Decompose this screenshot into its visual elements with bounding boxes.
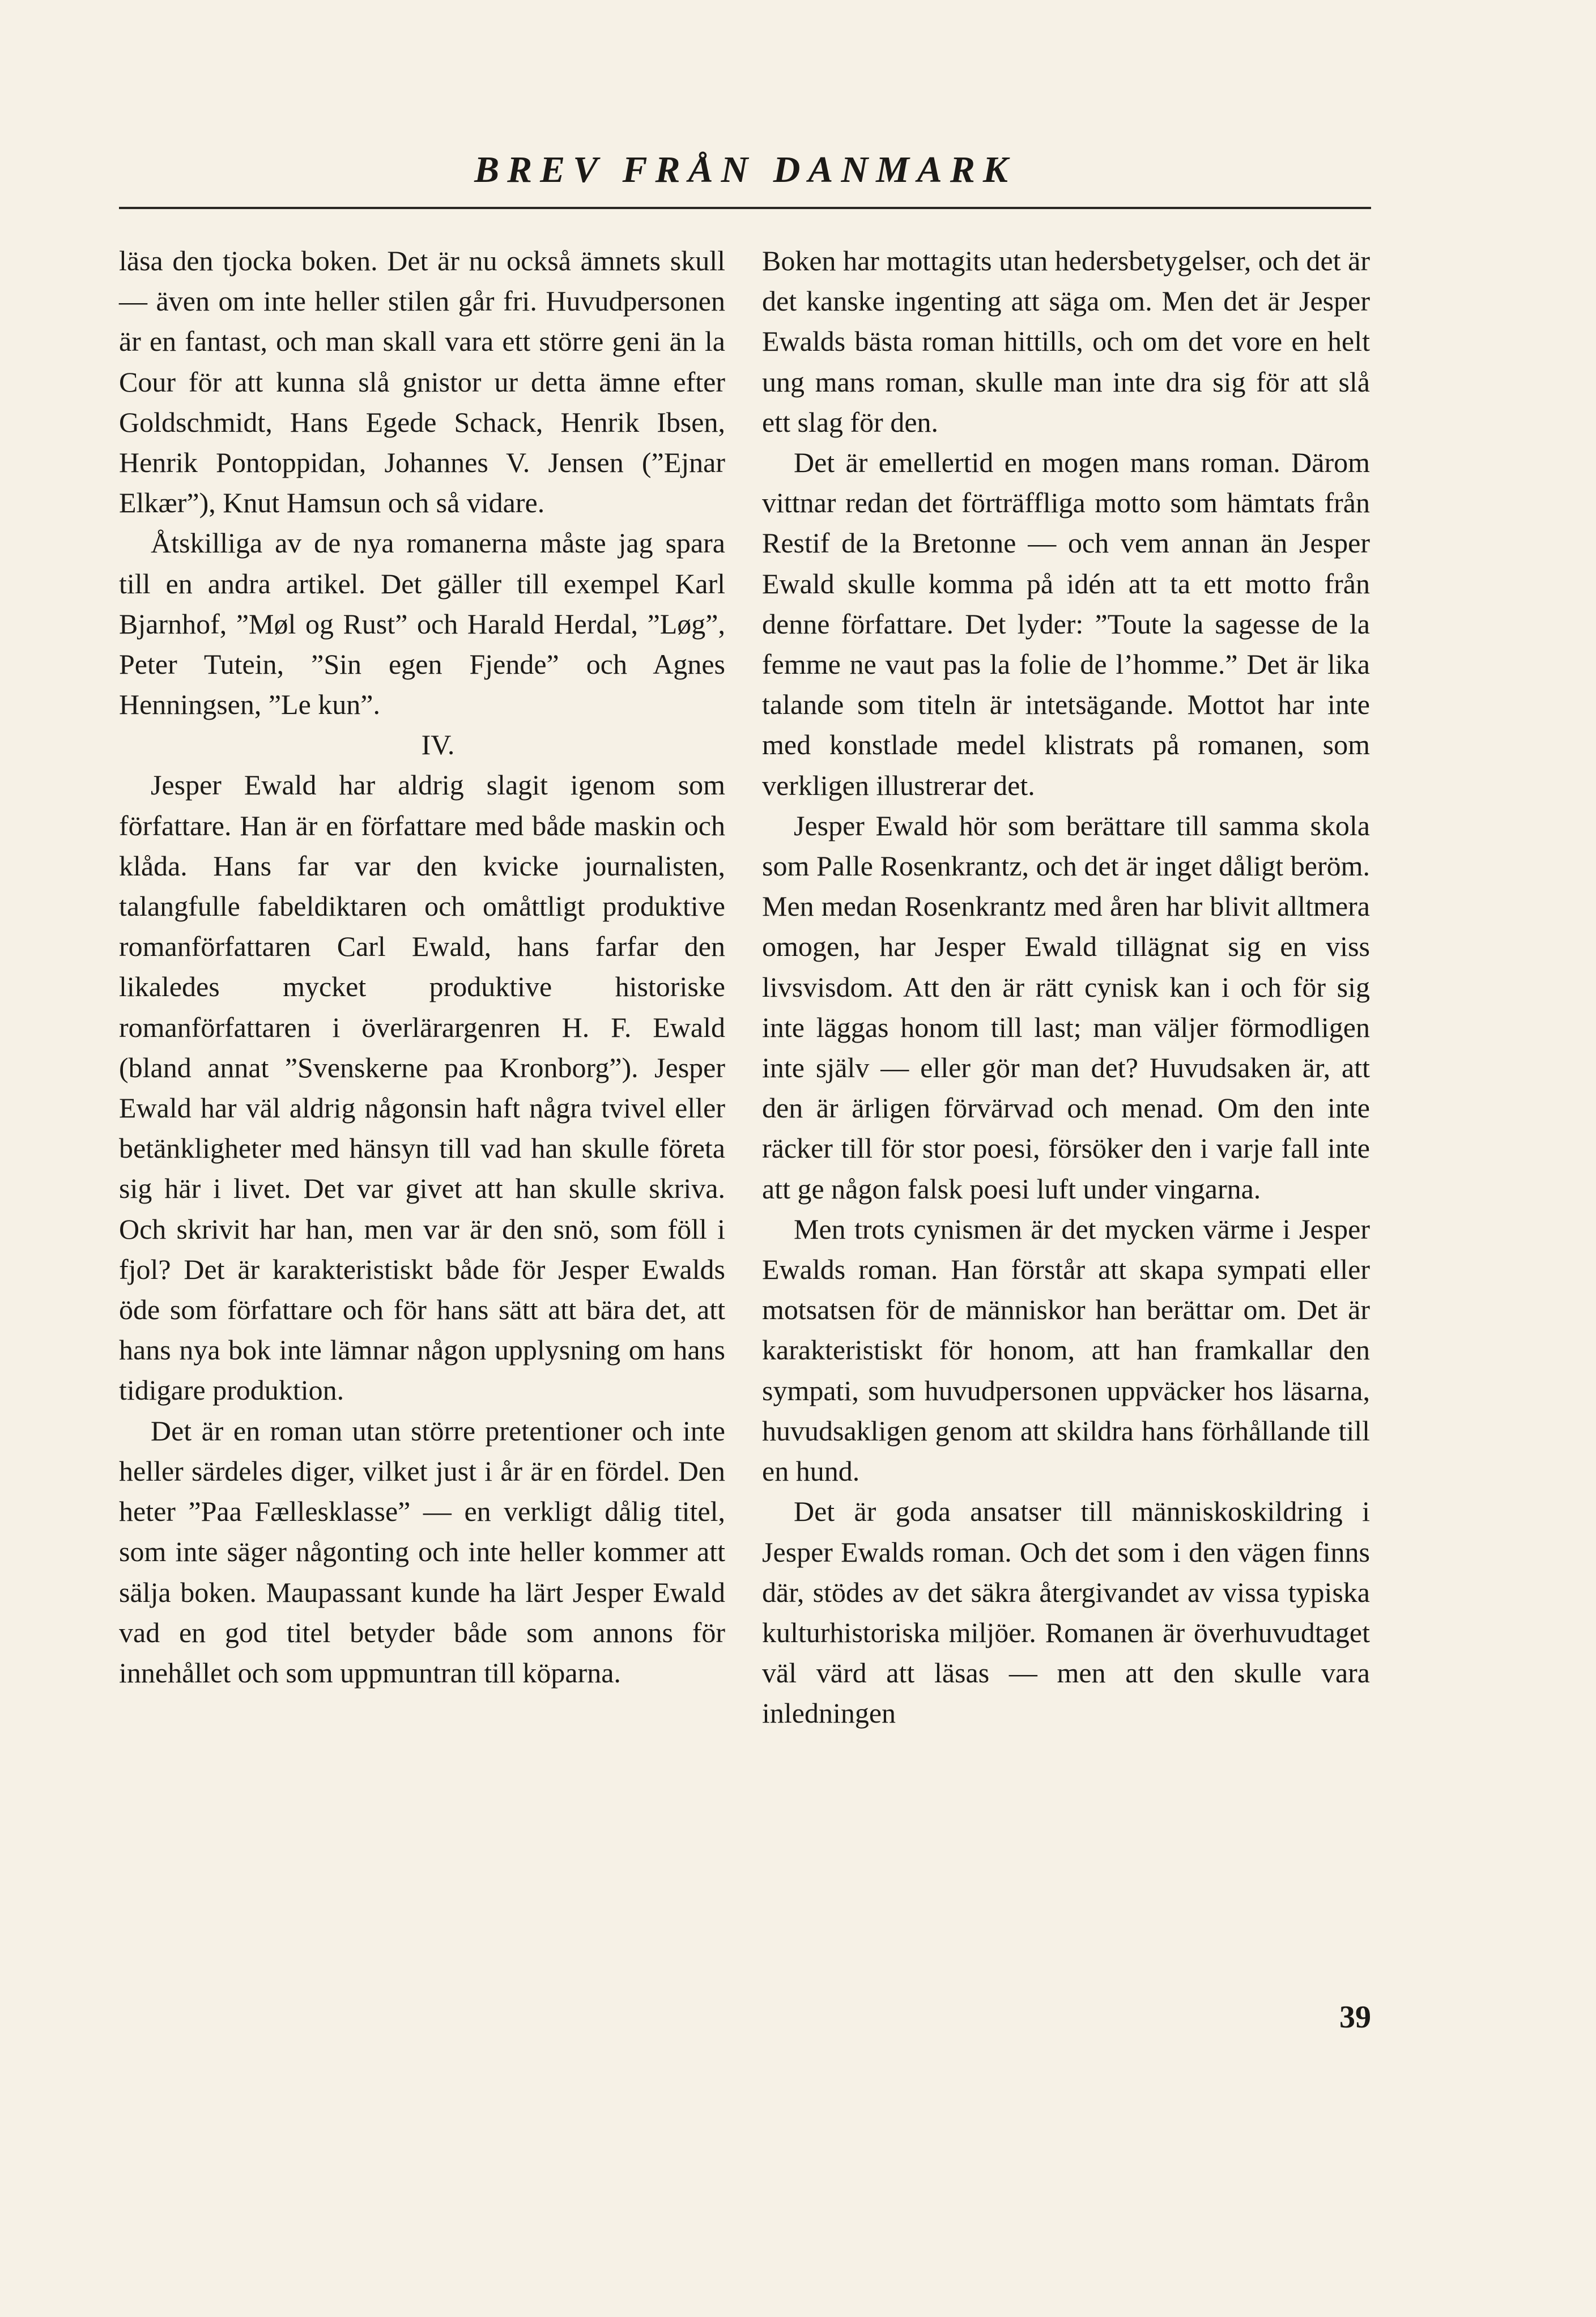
right-column xyxy=(762,241,1370,1734)
paragraph: läsa den tjocka boken. Det är nu också ämnets skull — även om inte heller stilen går fri. Huvudpersonen är en fantast, och man skall vara ett större geni än la Cour för att kunna slå gnistor ur detta ämne efter Goldschmidt, Hans Egede Schack, Henrik Ibsen, Henrik Pontoppidan, Johannes V. Jensen (”Ejnar Elkær”), Knut Hamsun och så vidare. xyxy=(119,245,725,519)
page-number: 39 xyxy=(1339,2000,1371,2035)
paragraph: Boken har mottagits utan hedersbetygelser, och det är det kanske ingenting att säga om. Men det är Jesper Ewalds bästa roman hittills, och om det vore en helt ung mans roman, skulle man inte dra sig för att slå ett slag för den. xyxy=(762,245,1370,438)
paragraph: Jesper Ewald har aldrig slagit igenom som författare. Han är en författare med både maskin och klåda. Hans far var den kvicke journalisten, talangfulle fabeldiktaren och omåttligt produktive romanförfattaren Carl Ewald, hans farfar den likaledes mycket produktive historiske romanförfattaren i överlärargenren H. F. Ewald (bland annat ”Svenskerne paa Kronborg”). Jesper Ewald har väl aldrig någonsin haft några tvivel eller betänkligheter med hänsyn till vad han skulle företa sig här i livet. Det var givet att han skulle skriva. Och skrivit har han, men var är den snö, som föll i fjol? Det är karakteristiskt både för Jesper Ewalds öde som författare och för hans sätt att bära det, att hans nya bok inte lämnar någon upplysning om hans tidigare produktion. xyxy=(119,769,725,1406)
header-rule xyxy=(119,207,1371,209)
left-column xyxy=(119,241,725,1693)
paragraph: Åtskilliga av de nya romanerna måste jag spara till en andra artikel. Det gäller till exempel Karl Bjarnhof, ”Møl og Rust” och Harald Herdal, ”Løg”, Peter Tutein, ”Sin egen Fjende” och Agnes Henningsen, ”Le kun”. xyxy=(119,527,725,721)
paragraph: Det är emellertid en mogen mans roman. Därom vittnar redan det förträffliga motto som hämtats från Restif de la Bretonne — och vem annan än Jesper Ewald skulle komma på idén att ta ett motto från denne författare. Det lyder: ”Toute la sagesse de la femme ne vaut pas la folie de l’homme.” Det är lika talande som titeln är intetsägande. Mottot har inte med konstlade medel klistrats på romanen, som verkligen illustrerar det. xyxy=(762,447,1370,801)
section-heading: IV. xyxy=(421,729,455,761)
paragraph: Men trots cynismen är det mycken värme i Jesper Ewalds roman. Han förstår att skapa sympati eller motsatsen för de människor han berättar om. Det är karakteristiskt för honom, att han framkallar den sympati, som huvudpersonen uppväcker hos läsarna, huvudsakligen genom att skildra hans förhållande till en hund. xyxy=(762,1213,1370,1487)
running-head: BREV FRÅN DANMARK xyxy=(474,149,1016,190)
paragraph: Det är en roman utan större pretentioner och inte heller särdeles diger, vilket just i år är en fördel. Den heter ”Paa Fællesklasse” — en verkligt dålig titel, som inte säger någonting och inte heller kommer att sälja boken. Maupassant kunde ha lärt Jesper Ewald vad en god titel betyder både som annons för innehållet och som uppmuntran till köparna. xyxy=(119,1414,725,1689)
paragraph: Det är goda ansatser till människoskildring i Jesper Ewalds roman. Och det som i den vägen finns där, stödes av det säkra återgivandet av vissa typiska kulturhistoriska miljöer. Romanen är överhuvudtaget väl värd att läsas — men att den skulle vara inledningen xyxy=(762,1495,1370,1729)
paragraph: Jesper Ewald hör som berättare till samma skola som Palle Rosenkrantz, och det är inget dåligt beröm. Men medan Rosenkrantz med åren har blivit alltmera omogen, har Jesper Ewald tillägnat sig en viss livsvisdom. Att den är rätt cynisk kan i och för sig inte läggas honom till last; man väljer förmodligen inte själv — eller gör man det? Huvudsaken är, att den är ärligen förvärvad och menad. Om den inte räcker till för stor poesi, försöker den i varje fall inte att ge någon falsk poesi luft under vingarna. xyxy=(762,809,1370,1205)
